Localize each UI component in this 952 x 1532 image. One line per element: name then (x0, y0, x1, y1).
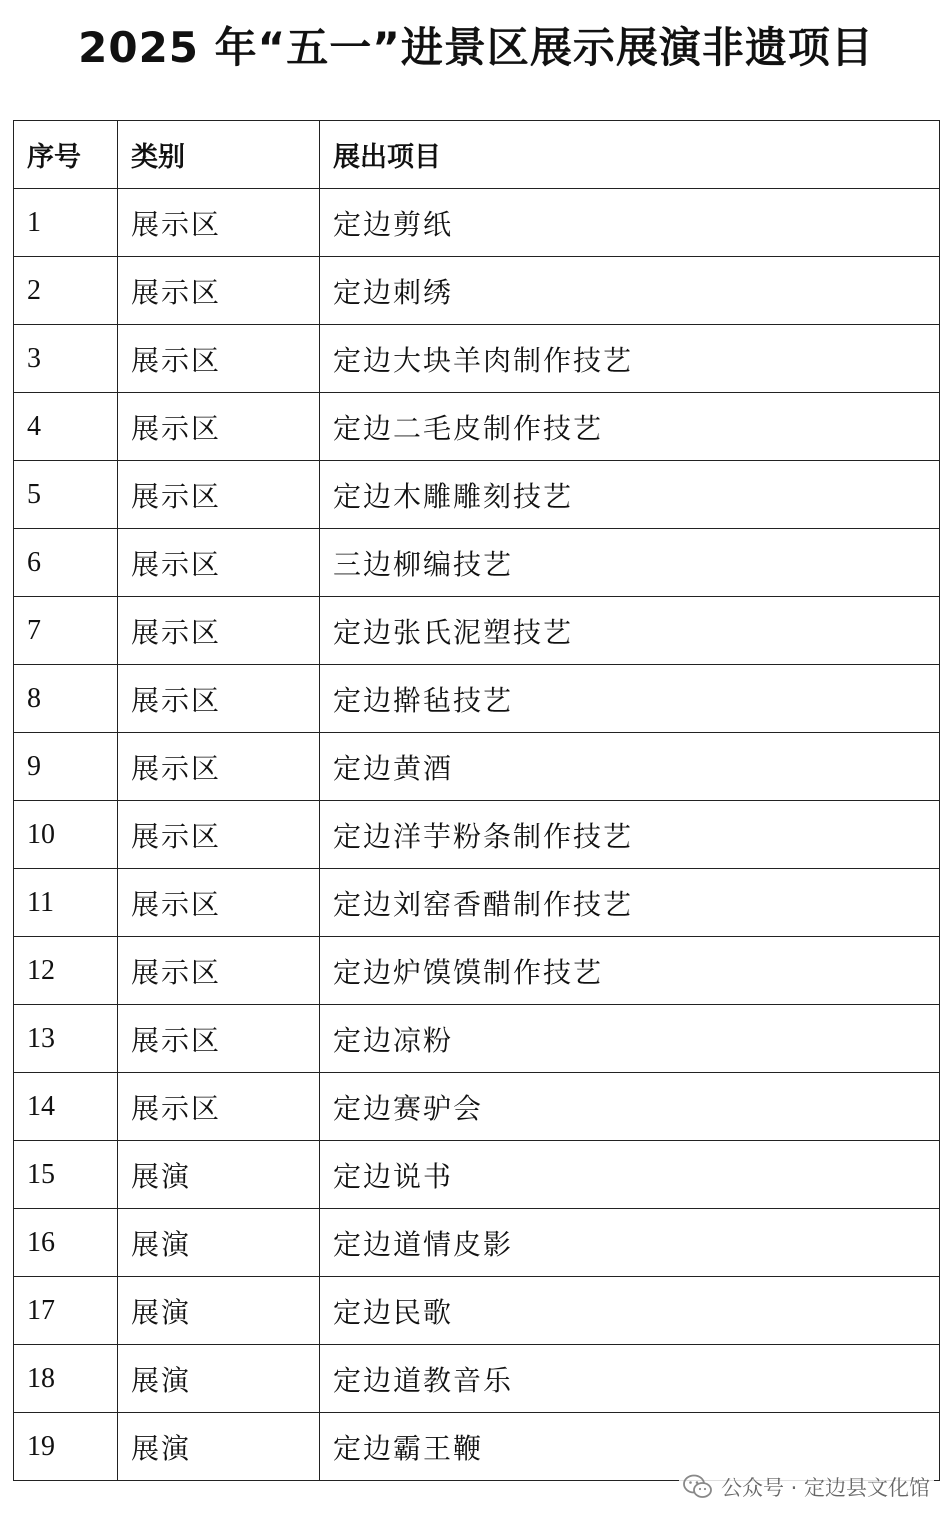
cell-item: 定边道情皮影 (320, 1209, 940, 1277)
cell-category: 展示区 (118, 869, 320, 937)
table-row (14, 1209, 940, 1277)
cell-category: 展示区 (118, 801, 320, 869)
cell-item: 定边民歌 (320, 1277, 940, 1345)
cell-no: 3 (14, 325, 118, 393)
cell-category: 展示区 (118, 393, 320, 461)
cell-no: 9 (14, 733, 118, 801)
table-row (14, 257, 940, 325)
cell-category: 展演 (118, 1141, 320, 1209)
cell-item: 定边刺绣 (320, 257, 940, 325)
table-row (14, 937, 940, 1005)
cell-item: 定边说书 (320, 1141, 940, 1209)
header-category: 类别 (118, 121, 320, 189)
cell-category: 展示区 (118, 325, 320, 393)
cell-no: 14 (14, 1073, 118, 1141)
cell-category: 展示区 (118, 257, 320, 325)
cell-no: 16 (14, 1209, 118, 1277)
table-row (14, 869, 940, 937)
table-row (14, 597, 940, 665)
table-row (14, 189, 940, 257)
cell-no: 18 (14, 1345, 118, 1413)
cell-no: 13 (14, 1005, 118, 1073)
cell-no: 8 (14, 665, 118, 733)
cell-item: 定边凉粉 (320, 1005, 940, 1073)
cell-no: 7 (14, 597, 118, 665)
cell-no: 15 (14, 1141, 118, 1209)
table-row (14, 1073, 940, 1141)
header-item: 展出项目 (320, 121, 940, 189)
cell-no: 5 (14, 461, 118, 529)
cell-no: 17 (14, 1277, 118, 1345)
cell-category: 展演 (118, 1345, 320, 1413)
cell-item: 定边黄酒 (320, 733, 940, 801)
header-no: 序号 (14, 121, 118, 189)
table-row (14, 1345, 940, 1413)
cell-category: 展演 (118, 1209, 320, 1277)
cell-category: 展示区 (118, 665, 320, 733)
cell-item: 定边剪纸 (320, 189, 940, 257)
cell-category: 展示区 (118, 189, 320, 257)
cell-item: 定边刘窑香醋制作技艺 (320, 869, 940, 937)
cell-item: 定边张氏泥塑技艺 (320, 597, 940, 665)
table-row (14, 733, 940, 801)
cell-category: 展示区 (118, 1005, 320, 1073)
table-row (14, 325, 940, 393)
table-row (14, 1277, 940, 1345)
cell-category: 展演 (118, 1277, 320, 1345)
cell-no: 4 (14, 393, 118, 461)
cell-item: 三边柳编技艺 (320, 529, 940, 597)
cell-category: 展演 (118, 1413, 320, 1481)
table-row (14, 801, 940, 869)
cell-category: 展示区 (118, 529, 320, 597)
table-row (14, 529, 940, 597)
cell-no: 1 (14, 189, 118, 257)
cell-no: 6 (14, 529, 118, 597)
cell-category: 展示区 (118, 597, 320, 665)
table-row (14, 1413, 940, 1481)
cell-no: 2 (14, 257, 118, 325)
cell-item: 定边洋芋粉条制作技艺 (320, 801, 940, 869)
watermark-text: 公众号 · 定边县文化馆 (720, 1476, 930, 1500)
cell-item: 定边炉馍馍制作技艺 (320, 937, 940, 1005)
table-row (14, 1141, 940, 1209)
heritage-table (13, 120, 940, 1481)
cell-item: 定边二毛皮制作技艺 (320, 393, 940, 461)
cell-item: 定边道教音乐 (320, 1345, 940, 1413)
cell-category: 展示区 (118, 733, 320, 801)
table-row (14, 1005, 940, 1073)
wechat-icon (683, 1474, 713, 1500)
cell-category: 展示区 (118, 461, 320, 529)
cell-category: 展示区 (118, 937, 320, 1005)
wechat-watermark (679, 1472, 934, 1502)
cell-no: 11 (14, 869, 118, 937)
page-title: 2025 年“五一”进景区展示展演非遗项目 (78, 23, 874, 72)
cell-item: 定边大块羊肉制作技艺 (320, 325, 940, 393)
table-row (14, 665, 940, 733)
cell-item: 定边木雕雕刻技艺 (320, 461, 940, 529)
cell-item: 定边擀毡技艺 (320, 665, 940, 733)
cell-no: 19 (14, 1413, 118, 1481)
cell-no: 10 (14, 801, 118, 869)
cell-item: 定边霸王鞭 (320, 1413, 940, 1481)
cell-no: 12 (14, 937, 118, 1005)
cell-category: 展示区 (118, 1073, 320, 1141)
table-row (14, 461, 940, 529)
table-row (14, 393, 940, 461)
table-header-row (14, 121, 940, 189)
cell-item: 定边赛驴会 (320, 1073, 940, 1141)
